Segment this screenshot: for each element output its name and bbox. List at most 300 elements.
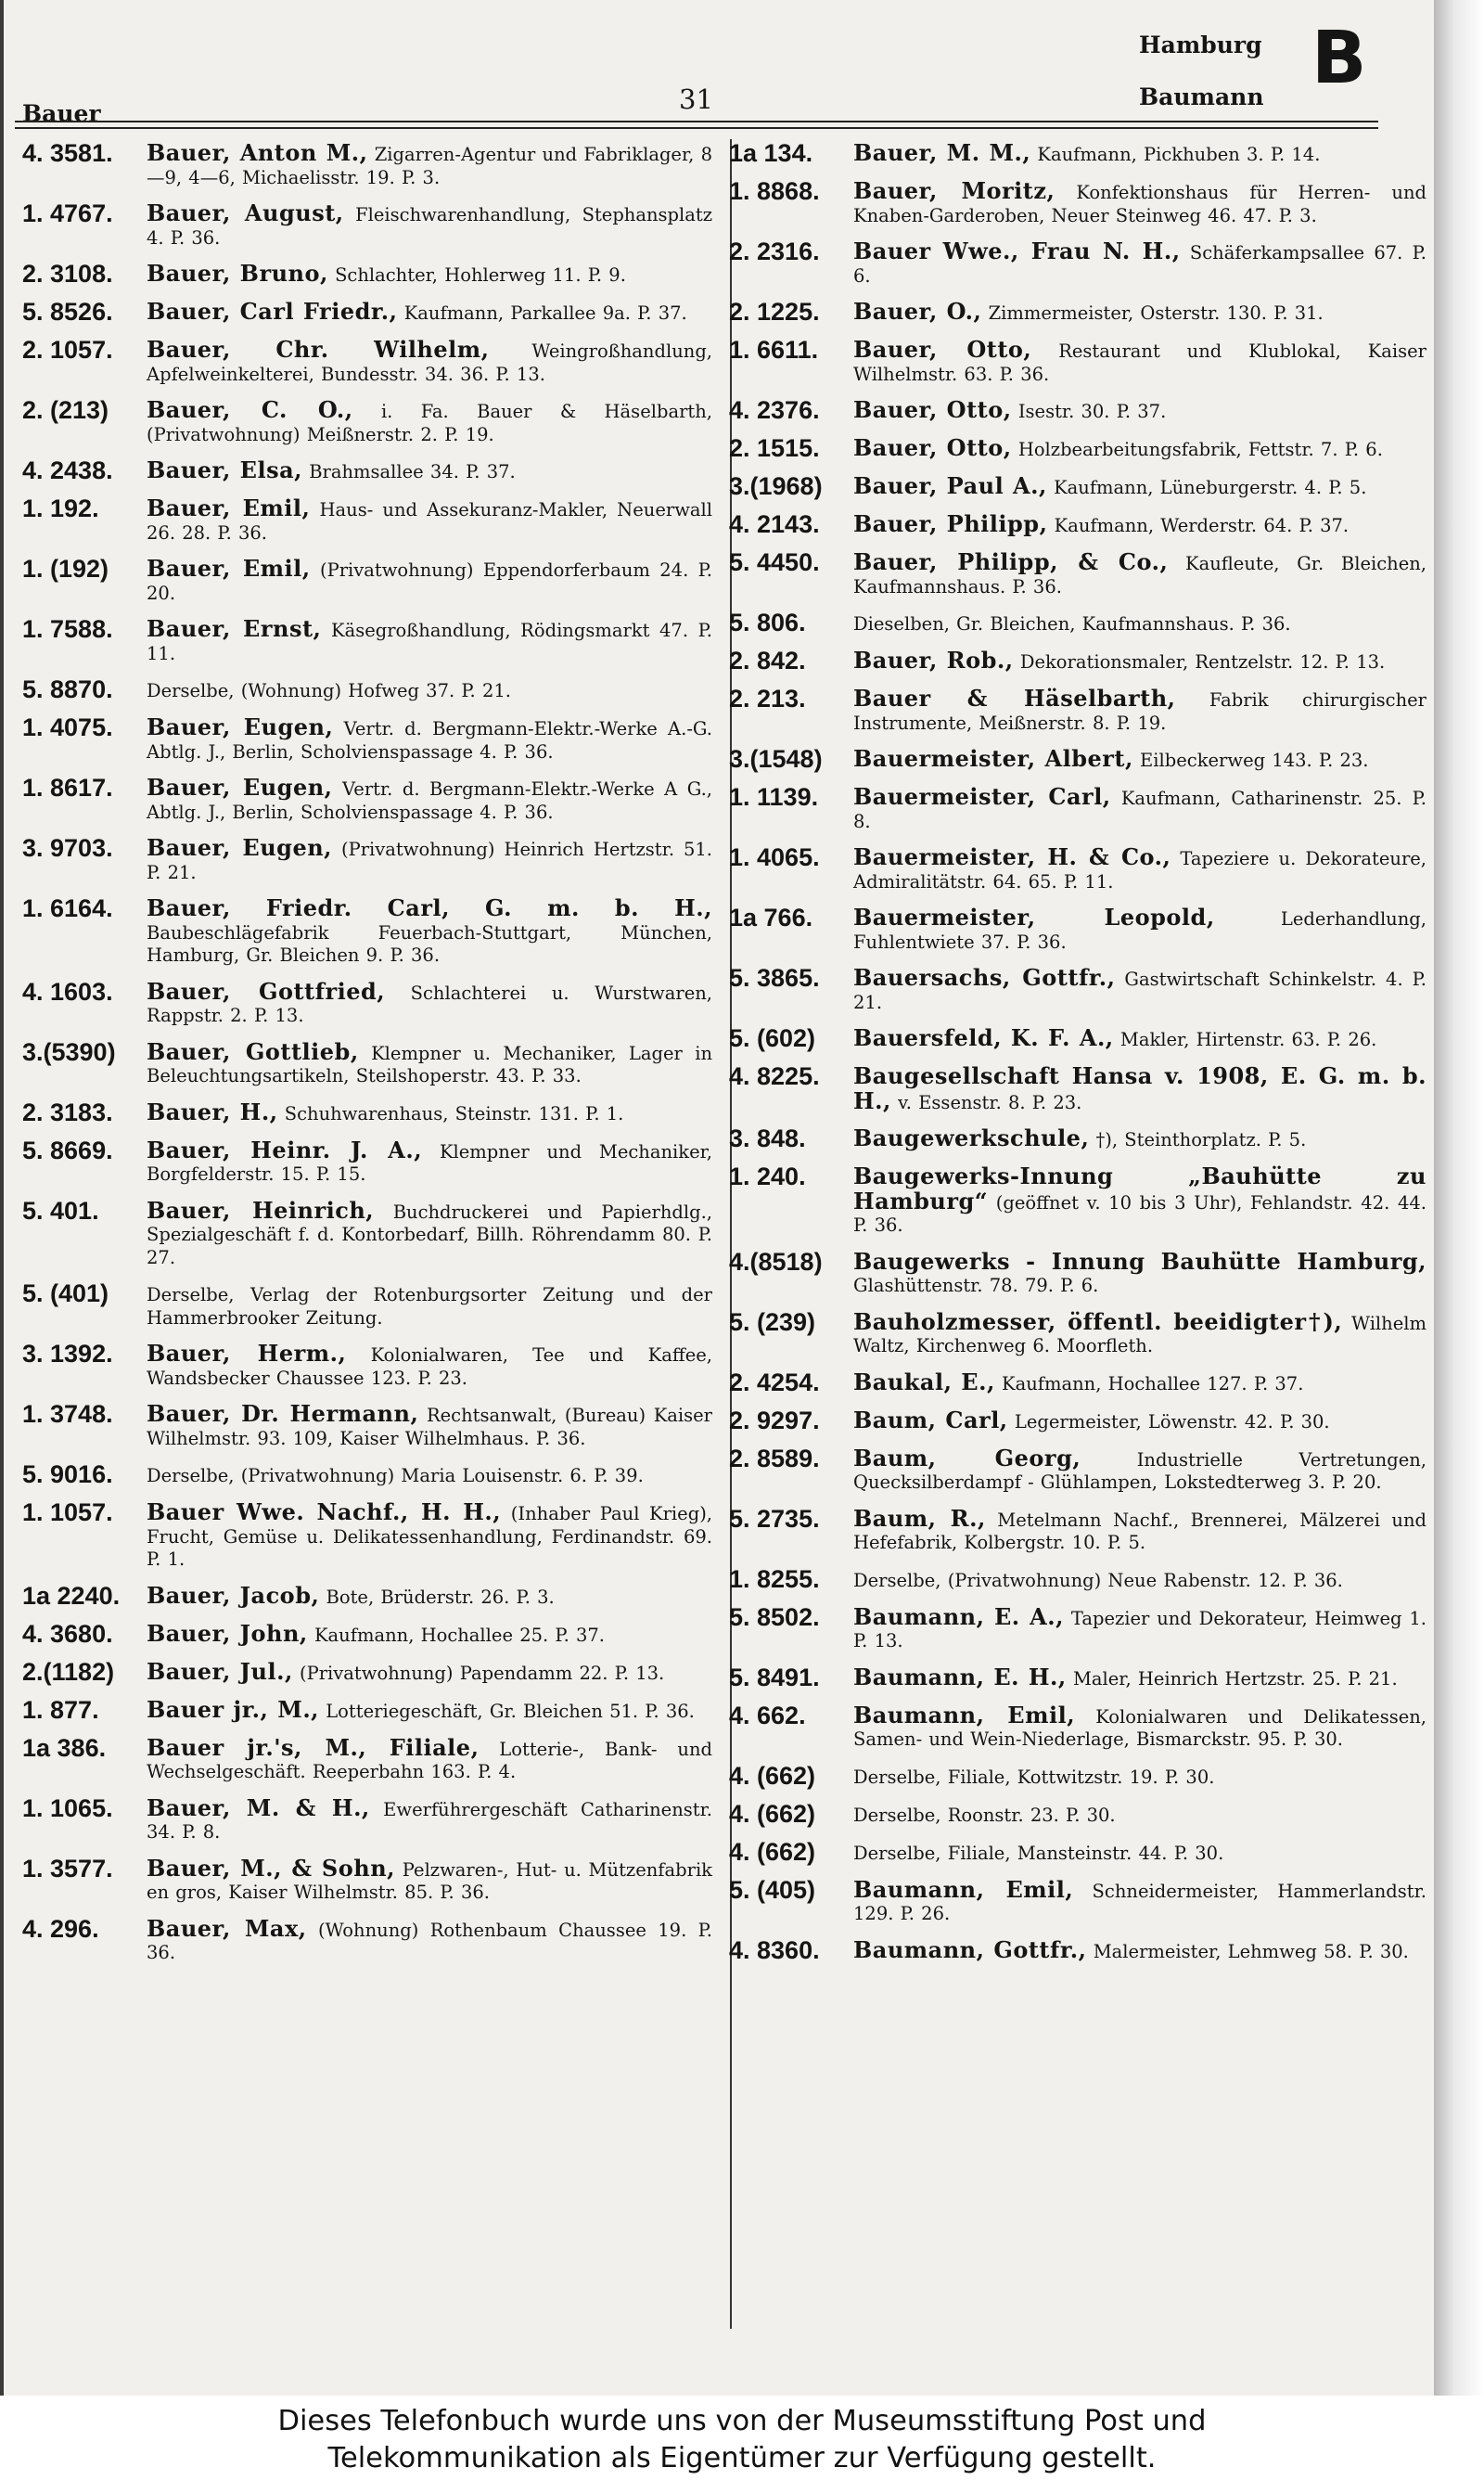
phone-number: 1. 192.	[22, 495, 99, 522]
entry-details: Klempner u. Mechaniker, Lager in Beleuchtungsartikeln, Steilshoperstr. 43. P. 33.	[147, 1042, 713, 1086]
phone-number: 4. 8225.	[729, 1062, 820, 1090]
directory-entry	[17, 199, 712, 250]
entry-body	[147, 1137, 712, 1187]
subscriber-name: Bauer, Elsa,	[147, 456, 302, 483]
subscriber-name: Bauer, Bruno,	[147, 260, 328, 287]
entry-body	[147, 1460, 712, 1488]
subscriber-name: Baumann, Emil,	[853, 1875, 1074, 1903]
phone-number: 1. 8868.	[729, 177, 820, 205]
phone-number: 5. (602)	[729, 1024, 816, 1052]
entry-details: Derselbe, Filiale, Mansteinstr. 44. P. 30.	[853, 1842, 1224, 1864]
right-column	[723, 139, 1426, 1974]
phone-number: 5. 806.	[729, 609, 806, 636]
entry-body	[853, 1936, 1426, 1964]
phone-number: 5. 8669.	[22, 1136, 113, 1164]
subscriber-name: Baugesellschaft Hansa v. 1908, E. G. m. b. H.,	[853, 1062, 1426, 1114]
phone-number: 1. 4767.	[22, 199, 113, 227]
entry-details: Derselbe, (Privatwohnung) Neue Rabenstr. 12. P. 36.	[853, 1569, 1343, 1591]
entry-details: Kaufmann, Hochallee 127. P. 37.	[1002, 1372, 1304, 1394]
subscriber-name: Bauer, John,	[147, 1619, 308, 1647]
directory-entry	[17, 1696, 712, 1724]
phone-number: 2. 9297.	[729, 1406, 820, 1434]
phone-number: 1. (192)	[22, 555, 109, 583]
directory-entry	[17, 555, 712, 605]
subscriber-name: Baugewerks - Innung Bauhütte Hamburg,	[853, 1247, 1426, 1275]
entry-details: Derselbe, (Wohnung) Hofweg 37. P. 21.	[147, 680, 511, 701]
entry-body	[853, 1024, 1426, 1052]
entry-details: Lederhandlung, Fuhlentwiete 37. P. 36.	[853, 908, 1426, 953]
entry-details: i. Fa. Bauer & Häselbarth, (Privatwohnung) Meißnerstr. 2. P. 19.	[147, 401, 712, 445]
subscriber-name: Bauer, Otto,	[853, 434, 1012, 461]
subscriber-name: Bauer, August,	[147, 199, 344, 226]
entry-body	[147, 675, 712, 703]
entry-details: Baubeschlägefabrik Feuerbach-Stuttgart, München, Hamburg, Gr. Bleichen 9. P. 36.	[147, 921, 712, 966]
subscriber-name: Bauer, Heinr. J. A.,	[147, 1136, 423, 1163]
entry-details: Klempner und Mechaniker, Borgfelderstr. 15. P. 15.	[147, 1140, 712, 1185]
entry-details: Malermeister, Lehmweg 58. P. 30.	[1093, 1940, 1409, 1962]
phone-number: 3.(5390)	[22, 1037, 116, 1066]
phone-number: 4. 8360.	[729, 1935, 820, 1964]
directory-entry	[17, 1340, 712, 1390]
entry-details: Dieselben, Gr. Bleichen, Kaufmannshaus. P. 36.	[853, 613, 1291, 635]
entry-details: Wilhelm Waltz, Kirchenweg 6. Moorfleth.	[853, 1312, 1426, 1356]
subscriber-name: Bauer, Heinrich,	[147, 1196, 375, 1224]
entry-body	[853, 1248, 1426, 1298]
left-column	[17, 139, 712, 1975]
phone-number: 5. 8502.	[729, 1602, 820, 1631]
entry-body	[147, 555, 712, 605]
entry-details: Kaufmann, Pickhuben 3. P. 14.	[1037, 144, 1321, 165]
entry-body	[853, 434, 1426, 462]
phone-number: 2. 2316.	[729, 238, 820, 265]
directory-entry	[17, 456, 712, 484]
phone-number: 5. 8870.	[22, 675, 113, 703]
directory-entry	[723, 1936, 1426, 1964]
footer-line: Telekommunikation als Eigentümer zur Verfügung gestellt.	[327, 2442, 1157, 2474]
entry-body	[147, 139, 712, 189]
entry-body	[853, 1664, 1426, 1691]
entry-body	[853, 1838, 1426, 1866]
phone-number: 4. 296.	[22, 1914, 99, 1943]
entry-details: Restaurant und Klublokal, Kaiser Wilhelmstr. 63. P. 36.	[853, 341, 1427, 385]
directory-entry	[17, 713, 712, 764]
directory-entry	[723, 1445, 1426, 1495]
phone-number: 4. 3680.	[22, 1619, 113, 1648]
directory-entry	[17, 1279, 712, 1330]
directory-entry	[17, 1400, 712, 1450]
directory-entry	[723, 1565, 1426, 1593]
phone-number: 1. 240.	[729, 1163, 806, 1190]
entry-details: Schäferkampsallee 67. P. 6.	[853, 242, 1427, 287]
entry-details: (geöffnet v. 10 bis 3 Uhr), Fehlandstr. 42. 44. P. 36.	[853, 1191, 1426, 1236]
directory-entry	[17, 260, 712, 288]
entry-body	[853, 1124, 1426, 1152]
phone-number: 3.(1968)	[729, 472, 823, 500]
running-head-city: Hamburg	[1139, 32, 1262, 58]
directory-entry	[723, 783, 1426, 833]
directory-entry	[17, 139, 712, 189]
phone-number: 3.(1548)	[729, 745, 823, 773]
entry-details: Konfektionshaus für Herren- und Knaben-Garderoben, Neuer Steinweg 46. 47. P. 3.	[853, 182, 1426, 226]
directory-entry	[17, 774, 712, 824]
entry-details: Lotteriegeschäft, Gr. Bleichen 51. P. 36.	[326, 1700, 695, 1722]
running-head-left: Bauer	[22, 100, 101, 127]
entry-body	[147, 1038, 712, 1088]
subscriber-name: Bauer, Eugen,	[147, 834, 333, 861]
subscriber-name: Bauer, Ernst,	[147, 615, 322, 642]
phone-number: 5. (239)	[729, 1307, 816, 1336]
directory-entry	[723, 1838, 1426, 1866]
phone-number: 1. 1139.	[729, 783, 819, 811]
entry-details: Derselbe, Filiale, Kottwitzstr. 19. P. 30.	[853, 1766, 1215, 1788]
phone-number: 5. 2735.	[729, 1504, 820, 1533]
subscriber-name: Bauer Wwe. Nachf., H. H.,	[147, 1498, 502, 1525]
directory-entry	[723, 139, 1426, 167]
phone-number: 2. 842.	[729, 647, 806, 675]
phone-number: 4. 1603.	[22, 977, 113, 1006]
subscriber-name: Bauer, Friedr. Carl, G. m. b. H.,	[147, 894, 712, 921]
entry-body	[853, 843, 1426, 893]
entry-details: Kolonialwaren, Tee und Kaffee, Wandsbecker Chaussee 123. P. 23.	[147, 1344, 713, 1389]
directory-entry	[17, 396, 712, 446]
subscriber-name: Bauer & Häselbarth,	[853, 685, 1176, 712]
entry-details: Glashüttenstr. 78. 79. P. 6.	[853, 1275, 1099, 1296]
entry-body	[147, 336, 712, 386]
phone-number: 4. (662)	[729, 1761, 816, 1790]
directory-entry	[723, 177, 1426, 227]
phone-number: 1. 3577.	[22, 1854, 113, 1882]
entry-body	[147, 774, 712, 824]
page-number: 31	[679, 84, 713, 115]
subscriber-name: Baugewerkschule,	[853, 1124, 1090, 1151]
phone-number: 5. (405)	[729, 1875, 816, 1904]
entry-body	[147, 1197, 712, 1270]
directory-entry	[17, 495, 712, 545]
entry-details: Legermeister, Löwenstr. 42. P. 30.	[1014, 1410, 1330, 1433]
directory-entry	[17, 1734, 712, 1784]
entry-details: Maler, Heinrich Hertzstr. 25. P. 21.	[1072, 1667, 1398, 1690]
page-edge-shadow	[1434, 0, 1484, 2396]
subscriber-name: Bauer, Rob.,	[853, 647, 1014, 674]
subscriber-name: Bauer, M. & H.,	[147, 1793, 370, 1821]
entry-details: Lotterie-, Bank- und Wechselgeschäft. Reeperbahn 163. P. 4.	[147, 1738, 712, 1782]
phone-number: 5. 3865.	[729, 964, 820, 992]
entry-details: Eilbeckerweg 143. P. 23.	[1140, 750, 1369, 771]
phone-number: 2. 3108.	[22, 260, 113, 288]
directory-entry	[17, 1620, 712, 1648]
directory-entry	[723, 510, 1426, 538]
phone-number: 2. (213)	[22, 396, 109, 424]
phone-number: 1a 766.	[729, 904, 813, 932]
entry-body	[853, 139, 1426, 167]
entry-details: Dekorationsmaler, Rentzelstr. 12. P. 13.	[1019, 651, 1386, 673]
directory-entry	[723, 1248, 1426, 1298]
directory-entry	[17, 1460, 712, 1488]
entry-details: Buchdruckerei und Papierhdlg., Spezialgeschäft f. d. Kontorbedarf, Billh. Röhrendamm 80. P. 27.	[147, 1201, 713, 1268]
entry-details: Isestr. 30. P. 37.	[1017, 401, 1167, 422]
entry-details: Metelmann Nachf., Brennerei, Mälzerei und Hefefabrik, Kolbergstr. 10. P. 5.	[853, 1509, 1426, 1553]
entry-body	[853, 1407, 1426, 1434]
phone-number: 5. 4450.	[729, 548, 820, 576]
subscriber-name: Baum, Georg,	[853, 1444, 1081, 1471]
phone-number: 5. 8491.	[729, 1663, 820, 1691]
phone-number: 1. 4065.	[729, 843, 820, 871]
subscriber-name: Baugewerks-Innung „Bauhütte zu Hamburg“	[853, 1163, 1426, 1214]
entry-body	[147, 1279, 712, 1330]
entry-body	[147, 298, 712, 326]
directory-entry	[17, 298, 712, 326]
subscriber-name: Bauer, Max,	[147, 1914, 307, 1942]
directory-entry	[723, 1368, 1426, 1396]
phone-number: 4. 2143.	[729, 510, 820, 538]
entry-body	[147, 1498, 712, 1572]
directory-entry	[17, 1582, 712, 1610]
entry-details: Fleischwarenhandlung, Stephansplatz 4. P. 36.	[147, 204, 713, 249]
phone-number: 1. 8255.	[729, 1564, 820, 1593]
entry-body	[147, 713, 712, 764]
entry-body	[853, 472, 1426, 500]
entry-details: Bote, Brüderstr. 26. P. 3.	[326, 1586, 555, 1608]
phone-number: 1. 6164.	[22, 894, 113, 922]
phone-number: 1a 134.	[729, 139, 813, 167]
directory-entry	[17, 894, 712, 968]
phone-number: 2. 8589.	[729, 1444, 820, 1472]
phone-number: 4. 2376.	[729, 396, 820, 424]
subscriber-name: Bauer, Jul.,	[147, 1657, 293, 1685]
directory-entry	[17, 834, 712, 884]
entry-details: Kaufmann, Catharinenstr. 25. P. 8.	[853, 788, 1426, 832]
subscriber-name: Bauermeister, Carl,	[853, 783, 1111, 810]
directory-entry	[723, 1603, 1426, 1653]
subscriber-name: Bauer, Gottfried,	[147, 977, 386, 1005]
directory-entry	[17, 675, 712, 703]
subscriber-name: Bauer, Philipp,	[853, 510, 1048, 537]
subscriber-name: Bauer, Herm.,	[147, 1340, 347, 1367]
directory-entry	[17, 978, 712, 1028]
entry-body	[853, 685, 1426, 735]
entry-body	[853, 1062, 1426, 1114]
phone-number: 1. 8617.	[22, 774, 113, 802]
entry-body	[147, 1915, 712, 1965]
phone-number: 1. 1057.	[22, 1498, 113, 1526]
phone-number: 4. (662)	[729, 1837, 816, 1866]
entry-details: Zigarren-Agentur und Fabriklager, 8—9, 4—6, Michaelisstr. 19. P. 3.	[147, 144, 712, 188]
directory-entry	[17, 1137, 712, 1187]
phone-number: 2. 1057.	[22, 336, 113, 364]
entry-details: Rechtsanwalt, (Bureau) Kaiser Wilhelmstr. 93. 109, Kaiser Wilhelmhaus. P. 36.	[147, 1405, 712, 1449]
directory-entry	[723, 647, 1426, 675]
entry-body	[147, 1696, 712, 1724]
directory-entry	[17, 1197, 712, 1270]
directory-entry	[723, 238, 1426, 288]
directory-entry	[723, 434, 1426, 462]
entry-body	[147, 1855, 712, 1905]
subscriber-name: Bauer, Anton M.,	[147, 139, 368, 166]
subscriber-name: Baumann, Gottfr.,	[853, 1935, 1087, 1963]
entry-body	[147, 199, 712, 250]
directory-entry	[17, 1099, 712, 1126]
entry-body	[147, 1620, 712, 1648]
phone-number: 3. 848.	[729, 1124, 806, 1152]
phone-number: 1. 1065.	[22, 1793, 113, 1822]
subscriber-name: Bauermeister, H. & Co.,	[853, 843, 1171, 870]
subscriber-name: Bauer, Otto,	[853, 336, 1032, 363]
phone-number: 3. 1392.	[22, 1340, 113, 1368]
subscriber-name: Baumann, Emil,	[853, 1701, 1076, 1728]
phone-number: 4.(8518)	[729, 1247, 823, 1276]
directory-entry	[17, 336, 712, 386]
entry-body	[853, 1565, 1426, 1593]
entry-details: Vertr. d. Bergmann-Elektr.-Werke A G., Abtlg. J., Berlin, Scholvienspassage 4. P. 36.	[147, 778, 712, 823]
directory-entry	[17, 1855, 712, 1905]
directory-entry	[723, 745, 1426, 773]
directory-entry	[17, 1658, 712, 1686]
entry-body	[147, 1794, 712, 1844]
entry-body	[853, 510, 1426, 538]
entry-body	[147, 1582, 712, 1610]
entry-details: Makler, Hirtenstr. 63. P. 26.	[1119, 1029, 1377, 1050]
phone-number: 1. 7588.	[22, 615, 113, 643]
entry-details: Haus- und Assekuranz-Makler, Neuerwall 26. 28. P. 36.	[147, 499, 712, 544]
directory-entry	[723, 1407, 1426, 1434]
directory-entry	[723, 685, 1426, 735]
phone-number: 4. 662.	[729, 1701, 806, 1729]
footer-notice	[0, 2396, 1484, 2480]
entry-body	[853, 647, 1426, 675]
subscriber-name: Bauer, Carl Friedr.,	[147, 298, 398, 325]
header-rule	[15, 127, 1378, 129]
entry-body	[853, 1308, 1426, 1358]
entry-body	[853, 177, 1426, 227]
subscriber-name: Baum, Carl,	[853, 1406, 1008, 1433]
entry-details: Weingroßhandlung, Apfelweinkelterei, Bundesstr. 34. 36. P. 13.	[147, 341, 713, 385]
directory-entry	[723, 1024, 1426, 1052]
entry-body	[147, 894, 712, 968]
directory-entry	[723, 1163, 1426, 1238]
directory-entry	[723, 1308, 1426, 1358]
entry-details: Kaufmann, Hochallee 25. P. 37.	[313, 1624, 605, 1646]
phone-number: 5. (401)	[22, 1279, 109, 1307]
entry-body	[147, 978, 712, 1028]
entry-body	[853, 1800, 1426, 1828]
phone-number: 2. 1225.	[729, 298, 820, 326]
entry-details: Vertr. d. Bergmann-Elektr.-Werke A.-G. Abtlg. J., Berlin, Scholvienspassage 4. P. 36.	[147, 718, 713, 763]
subscriber-name: Bauer, Paul A.,	[853, 472, 1047, 499]
directory-entry	[723, 609, 1426, 636]
entry-body	[853, 904, 1426, 954]
phone-number: 5. 401.	[22, 1196, 99, 1225]
entry-details: Ewerführergeschäft Catharinenstr. 34. P. 8.	[147, 1798, 712, 1843]
entry-details: Tapezier und Dekorateur, Heimweg 1. P. 13.	[853, 1607, 1426, 1651]
entry-body	[853, 1505, 1426, 1555]
directory-entry	[17, 1915, 712, 1965]
entry-body	[147, 396, 712, 446]
entry-body	[147, 495, 712, 545]
entry-details: Kaufleute, Gr. Bleichen, Kaufmannshaus. P. 36.	[853, 553, 1426, 598]
entry-details: Industrielle Vertretungen, Quecksilberdampf - Glühlampen, Lokstedterweg 3. P. 20.	[853, 1448, 1426, 1493]
entry-body	[147, 1658, 712, 1686]
entry-details: (Privatwohnung) Papendamm 22. P. 13.	[300, 1662, 665, 1684]
subscriber-name: Bauer, C. O.,	[147, 396, 353, 423]
entry-details: Derselbe, Verlag der Rotenburgsorter Zeitung und der Hammerbrooker Zeitung.	[147, 1284, 712, 1329]
subscriber-name: Bauer, Otto,	[853, 396, 1012, 423]
entry-body	[147, 456, 712, 484]
entry-body	[853, 298, 1426, 326]
directory-entry	[723, 472, 1426, 500]
directory-entry	[723, 1702, 1426, 1752]
entry-body	[853, 609, 1426, 636]
entry-body	[853, 238, 1426, 288]
entry-details: Zimmermeister, Osterstr. 130. P. 31.	[988, 302, 1324, 324]
entry-body	[853, 396, 1426, 424]
directory-entry	[17, 1498, 712, 1572]
phone-number: 2. 4254.	[729, 1368, 820, 1396]
subscriber-name: Baukal, E.,	[853, 1368, 995, 1395]
subscriber-name: Bauer, M. M.,	[853, 139, 1031, 166]
entry-details: Fabrik chirurgischer Instrumente, Meißnerstr. 8. P. 19.	[853, 689, 1427, 734]
entry-details: v. Essenstr. 8. P. 23.	[898, 1091, 1082, 1113]
subscriber-name: Bauer jr.'s, M., Filiale,	[147, 1733, 480, 1761]
entry-body	[853, 745, 1426, 773]
phone-number: 4. (662)	[729, 1799, 816, 1828]
entry-details: Kaufmann, Parkallee 9a. P. 37.	[403, 302, 687, 324]
entry-body	[147, 834, 712, 884]
subscriber-name: Baum, R.,	[853, 1504, 986, 1532]
entry-body	[147, 1400, 712, 1450]
phone-number: 1a 2240.	[22, 1581, 121, 1610]
entry-details: Holzbearbeitungsfabrik, Fettstr. 7. P. 6.	[1017, 439, 1383, 460]
phone-number: 2. 1515.	[729, 434, 820, 462]
subscriber-name: Bauersachs, Gottfr.,	[853, 964, 1116, 991]
entry-details: Käsegroßhandlung, Rödingsmarkt 47. P. 11.	[147, 620, 712, 664]
entry-details: Kaufmann, Lüneburgerstr. 4. P. 5.	[1054, 477, 1367, 498]
entry-details: Brahmsallee 34. P. 37.	[309, 461, 516, 482]
directory-entry	[723, 964, 1426, 1014]
entry-body	[853, 1762, 1426, 1790]
directory-entry	[723, 1876, 1426, 1926]
subscriber-name: Bauer, Eugen,	[147, 713, 334, 740]
directory-entry	[723, 336, 1426, 386]
subscriber-name: Bauermeister, Leopold,	[853, 904, 1215, 931]
subscriber-name: Bauer, Philipp, & Co.,	[853, 548, 1169, 575]
entry-details: Tapeziere u. Dekorateure, Admiralitätstr. 64. 65. P. 11.	[853, 848, 1426, 893]
section-letter: B	[1311, 17, 1367, 100]
phone-number: 2. 3183.	[22, 1098, 113, 1126]
phone-number: 5. 8526.	[22, 298, 113, 326]
entry-details: Derselbe, Roonstr. 23. P. 30.	[853, 1804, 1116, 1826]
entry-body	[147, 260, 712, 288]
entry-body	[853, 1876, 1426, 1926]
entry-details: (Inhaber Paul Krieg), Frucht, Gemüse u. Delikatessenhandlung, Ferdinandstr. 69. P. 1.	[147, 1503, 712, 1570]
entry-body	[147, 1734, 712, 1784]
phone-number: 5. 9016.	[22, 1460, 113, 1488]
entry-details: †), Steinthorplatz. P. 5.	[1095, 1129, 1307, 1150]
phone-number: 2. 213.	[729, 685, 806, 713]
entry-body	[853, 1603, 1426, 1653]
entry-body	[853, 1445, 1426, 1495]
entry-details: Kolonialwaren und Delikatessen, Samen- und Wein-Niederlage, Bismarckstr. 95. P. 30.	[853, 1705, 1427, 1750]
entry-body	[853, 1368, 1426, 1396]
phone-number: 1a 386.	[22, 1733, 107, 1762]
entry-details: Kaufmann, Werderstr. 64. P. 37.	[1054, 515, 1350, 536]
phone-number: 2.(1182)	[22, 1657, 115, 1686]
directory-entry	[723, 1505, 1426, 1555]
subscriber-name: Bauersfeld, K. F. A.,	[853, 1024, 1114, 1051]
subscriber-name: Bauer, Moritz,	[853, 177, 1055, 204]
subscriber-name: Baumann, E. A.,	[853, 1602, 1064, 1630]
subscriber-name: Bauer, Dr. Hermann,	[147, 1400, 419, 1427]
subscriber-name: Bauer, H.,	[147, 1098, 278, 1125]
